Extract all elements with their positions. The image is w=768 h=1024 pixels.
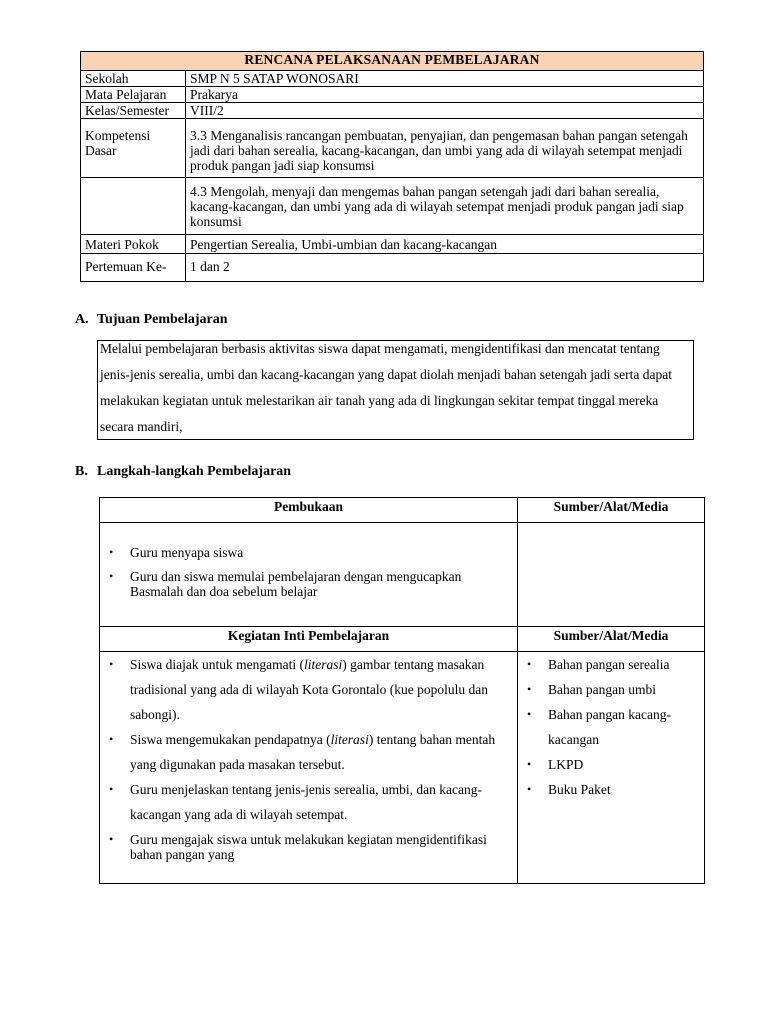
tujuan-text: Melalui pembelajaran berbasis aktivitas siswa dapat mengamati, mengidentifikasi dan mencatat tentang jenis-jenis serealia, umbi dan kacang-kacangan yang dapat diolah menjadi bahan setengah jadi serta dapat melakukan kegiatan untuk melestarikan air tanah yang ada di lingkungan sekitar tempat tinggal mereka secara mandiri,	[100, 341, 673, 434]
row-kd-1	[81, 119, 704, 178]
pembukaan-list	[100, 545, 517, 599]
pembukaan-source-header: Sumber/Alat/Media	[518, 498, 705, 523]
tujuan-box	[97, 340, 694, 440]
label-materi: Materi Pokok	[81, 235, 186, 254]
source-item: • Bahan pangan kacang-kacangan	[518, 702, 704, 752]
bullet-icon: •	[109, 832, 114, 846]
value-kd-1: 3.3 Menganalisis rancangan pembuatan, penyajian, dan pengemasan bahan pangan setengah jadi dari bahan serealia, kacang-kacangan, dan umbi yang ada di wilayah setempat menjadi produk pangan jadi siap konsumsi	[186, 119, 704, 178]
bullet-icon: •	[109, 569, 114, 583]
value-materi: Pengertian Serealia, Umbi-umbian dan kacang-kacangan	[186, 235, 704, 254]
row-kelas	[81, 103, 704, 119]
section-b-title: Langkah-langkah Pembelajaran	[97, 464, 292, 479]
value-sekolah: SMP N 5 SATAP WONOSARI	[186, 71, 704, 87]
source-item: • LKPD	[518, 752, 704, 777]
source-item: • Bahan pangan serealia	[518, 652, 704, 677]
bullet-icon: •	[527, 682, 532, 696]
section-a-number: A.	[75, 312, 89, 327]
row-sekolah	[81, 71, 704, 87]
document-title: RENCANA PELAKSANAAN PEMBELAJARAN	[81, 52, 704, 71]
value-mapel: Prakarya	[186, 87, 704, 103]
section-a-title: Tujuan Pembelajaran	[97, 312, 228, 327]
bullet-icon: •	[109, 782, 114, 796]
langkah-table	[99, 497, 705, 884]
label-kompetensi-dasar: Kompetensi Dasar	[81, 119, 186, 178]
section-b-number: B.	[75, 464, 88, 479]
pembukaan-cell	[100, 523, 518, 627]
bullet-icon: •	[109, 657, 114, 671]
source-item: • Buku Paket	[518, 777, 704, 802]
bullet-icon: •	[527, 782, 532, 796]
list-item: • Guru menjelaskan tentang jenis-jenis serealia, umbi, dan kacang-kacangan yang ada di wilayah setempat.	[100, 777, 517, 827]
bullet-icon: •	[527, 757, 532, 771]
rpp-header-table	[80, 51, 704, 282]
value-pertemuan: 1 dan 2	[186, 254, 704, 282]
list-item: • Siswa mengemukakan pendapatnya (literasi) tentang bahan mentah yang digunakan pada masakan tersebut.	[100, 727, 517, 777]
bullet-icon: •	[527, 707, 532, 721]
list-item: • Guru dan siswa memulai pembelajaran dengan mengucapkan Basmalah dan doa sebelum belajar	[109, 569, 462, 599]
section-b-heading	[75, 464, 291, 480]
label-mapel: Mata Pelajaran	[81, 87, 186, 103]
inti-list	[100, 652, 517, 862]
source-list	[518, 652, 704, 802]
source-item: • Bahan pangan umbi	[518, 677, 704, 702]
label-kd-empty	[81, 178, 186, 235]
inti-source-header: Sumber/Alat/Media	[518, 627, 705, 652]
list-item: • Siswa diajak untuk mengamati (literasi) gambar tentang masakan tradisional yang ada di wilayah Kota Gorontalo (kue popolulu dan sabongi).	[100, 652, 517, 727]
pembukaan-header: Pembukaan	[100, 498, 518, 523]
row-materi	[81, 235, 704, 254]
row-kd-2	[81, 178, 704, 235]
list-item: • Guru mengajak siswa untuk melakukan kegiatan mengidentifikasi bahan pangan yang	[109, 832, 487, 862]
list-item: • Guru menyapa siswa	[109, 545, 244, 560]
row-mapel	[81, 87, 704, 103]
bullet-icon: •	[527, 657, 532, 671]
bullet-icon: •	[109, 732, 114, 746]
label-sekolah: Sekolah	[81, 71, 186, 87]
inti-source-cell	[518, 652, 705, 884]
pembukaan-source-cell	[518, 523, 705, 627]
row-pertemuan	[81, 254, 704, 282]
value-kd-2: 4.3 Mengolah, menyaji dan mengemas bahan pangan setengah jadi dari bahan serealia, kacang-kacangan, dan umbi yang ada di wilayah setempat menjadi produk pangan jadi siap konsumsi	[186, 178, 704, 235]
label-pertemuan: Pertemuan Ke-	[81, 254, 186, 282]
label-kelas: Kelas/Semester	[81, 103, 186, 119]
inti-cell	[100, 652, 518, 884]
section-a-heading	[75, 312, 228, 328]
value-kelas: VIII/2	[186, 103, 704, 119]
inti-header: Kegiatan Inti Pembelajaran	[100, 627, 518, 652]
bullet-icon: •	[109, 545, 114, 559]
